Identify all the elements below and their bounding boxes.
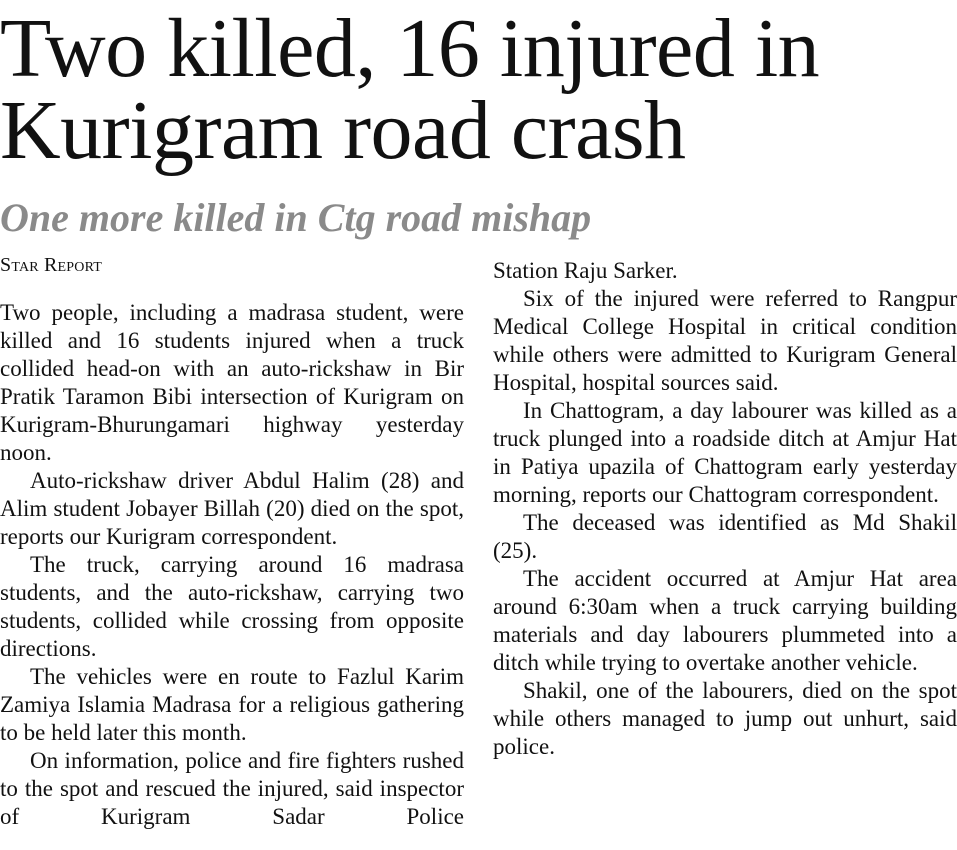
paragraph: The deceased was identified as Md Shakil (25). [493, 510, 957, 563]
paragraph-continuation: Station Raju Sarker. [493, 258, 678, 283]
paragraph: The accident occurred at Amjur Hat area around 6:30am when a truck carrying building materials and day labourers plummeted into a ditch while trying to overtake another vehicle. [493, 566, 957, 675]
headline-line-1: Two killed, 16 injured in [0, 2, 820, 95]
paragraph: On information, police and fire fighters rushed to the spot and rescued the injured, said inspector of Kurigram Sadar Police [0, 748, 464, 829]
paragraph: Two people, including a madrasa student, were killed and 16 students injured when a truck collided head-on with an auto-rickshaw in Bir Pratik Taramon Bibi intersection of Kurigram on Kurigram-Bhurungamari highway yesterday noon. [0, 300, 464, 465]
byline: Star Report [0, 254, 103, 276]
paragraph: In Chattogram, a day labourer was killed as a truck plunged into a roadside ditch at Amjur Hat in Patiya upazila of Chattogram early yesterday morning, reports our Chattogram correspondent. [493, 398, 957, 507]
paragraph: Auto-rickshaw driver Abdul Halim (28) and Alim student Jobayer Billah (20) died on the spot, reports our Kurigram correspondent. [0, 468, 464, 549]
headline [0, 2, 957, 177]
paragraph: The vehicles were en route to Fazlul Karim Zamiya Islamia Madrasa for a religious gathering to be held later this month. [0, 664, 464, 745]
subheadline: One more killed in Ctg road mishap [0, 195, 592, 240]
paragraph: The truck, carrying around 16 madrasa students, and the auto-rickshaw, carrying two students, collided while crossing from opposite directions. [0, 552, 464, 661]
paragraph: Six of the injured were referred to Rangpur Medical College Hospital in critical condition while others were admitted to Kurigram General Hospital, hospital sources said. [493, 286, 957, 395]
headline-line-2: Kurigram road crash [0, 84, 686, 177]
article-column-2 [493, 257, 957, 761]
paragraph: Shakil, one of the labourers, died on the spot while others managed to jump out unhurt, said police. [493, 678, 957, 759]
article-column-1 [0, 299, 464, 831]
